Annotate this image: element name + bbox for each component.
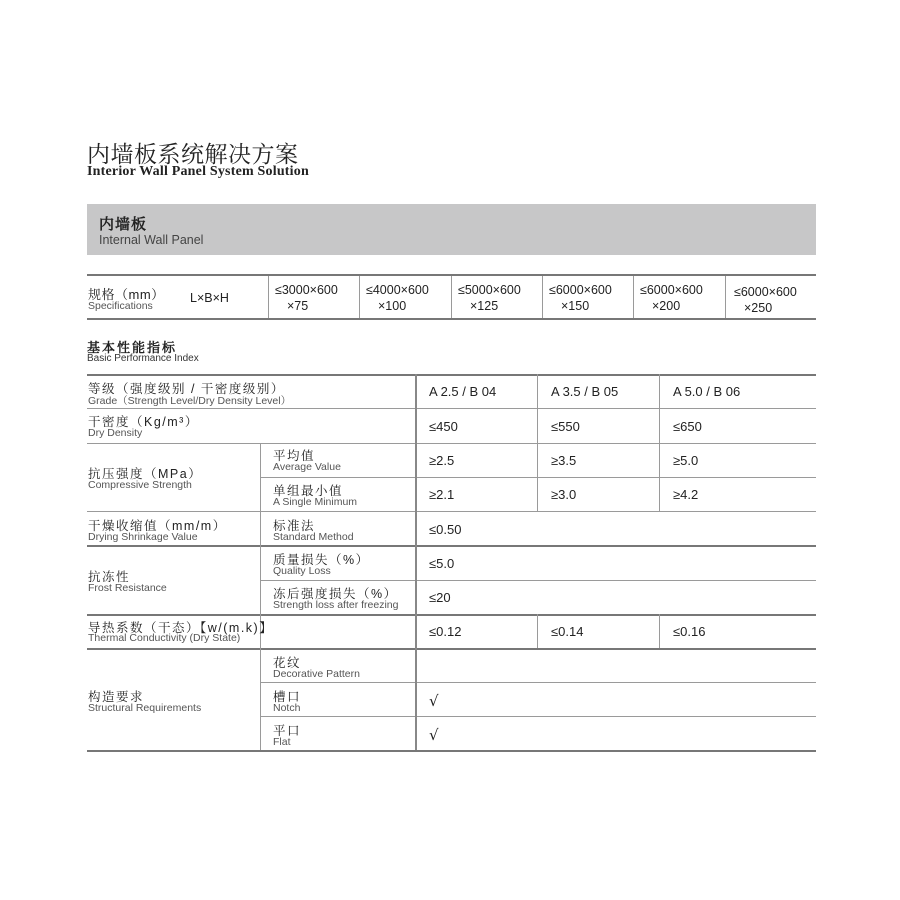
spec-size-cell (725, 276, 816, 318)
table-rule (260, 716, 816, 717)
density-value: ≤650 (673, 419, 702, 434)
minimum-value: ≥3.0 (551, 487, 577, 502)
table-rule (87, 374, 816, 376)
table-rule (659, 374, 660, 511)
specifications-label-zh: 规格（mm） (88, 287, 165, 302)
minimum-value: ≥2.1 (429, 487, 455, 502)
spec-size-line1: ≤6000×600 (734, 285, 797, 299)
specifications-label-en: Specifications (88, 300, 153, 312)
section-heading-en: Basic Performance Index (87, 353, 199, 364)
density-value: ≤550 (551, 419, 580, 434)
structural-label-zh: 构造要求 (88, 690, 145, 704)
standard-method-label-en: Standard Method (273, 531, 354, 543)
spec-size-line2: ×250 (744, 301, 773, 315)
notch-check-value: √ (429, 692, 439, 710)
performance-table (87, 374, 816, 752)
spec-size-line2: ×200 (652, 299, 681, 313)
table-rule (87, 545, 816, 547)
spec-size-line1: ≤4000×600 (366, 283, 429, 297)
average-value: ≥3.5 (551, 453, 577, 468)
table-rule (87, 648, 816, 650)
banner-title-en: Internal Wall Panel (99, 233, 204, 247)
frost-label-en: Frost Resistance (88, 582, 167, 594)
page-title-zh: 内墙板系统解决方案 (87, 141, 299, 167)
spec-size-line2: ×150 (561, 299, 590, 313)
quality-loss-value: ≤5.0 (429, 556, 455, 571)
thermal-label-en: Thermal Conductivity (Dry State) (88, 632, 241, 644)
average-label-en: Average Value (273, 461, 341, 473)
thermal-value: ≤0.14 (551, 624, 584, 639)
spec-size-line1: ≤6000×600 (640, 283, 703, 297)
flat-check-value: √ (429, 726, 439, 744)
grade-label-en: Grade（Strength Level/Dry Density Level） (88, 395, 292, 407)
table-rule (537, 614, 538, 648)
grade-value: A 2.5 / B 04 (429, 384, 497, 399)
flat-label-zh: 平口 (273, 724, 302, 738)
table-rule (87, 443, 816, 444)
spec-size-line2: ×125 (470, 299, 499, 313)
specifications-header (87, 276, 268, 318)
density-label-zh: 干密度（Kg/m³） (88, 415, 199, 429)
spec-size-cell (268, 276, 359, 318)
minimum-label-en: A Single Minimum (273, 496, 358, 508)
thermal-value: ≤0.12 (429, 624, 462, 639)
minimum-value: ≥4.2 (673, 487, 699, 502)
minimum-label-zh: 单组最小值 (273, 484, 344, 498)
table-rule (87, 750, 816, 752)
pattern-label-zh: 花纹 (273, 656, 302, 670)
pattern-label-en: Decorative Pattern (273, 668, 360, 680)
section-banner (87, 204, 816, 255)
notch-label-zh: 槽口 (273, 690, 302, 704)
page-title-en: Interior Wall Panel System Solution (87, 164, 309, 179)
table-rule (260, 682, 816, 683)
notch-label-en: Notch (273, 702, 301, 714)
spec-size-line1: ≤5000×600 (458, 283, 521, 297)
dimension-label: L×B×H (190, 291, 229, 305)
table-rule (87, 408, 816, 409)
strength-loss-value: ≤20 (429, 590, 451, 605)
spec-size-cell (451, 276, 542, 318)
grade-value: A 5.0 / B 06 (673, 384, 741, 399)
quality-loss-label-en: Quality Loss (273, 565, 331, 577)
grade-label-zh: 等级（强度级别 / 干密度级别） (88, 382, 285, 396)
table-rule (87, 511, 816, 512)
table-rule (260, 477, 816, 478)
flat-label-en: Flat (273, 736, 291, 748)
spec-size-line2: ×100 (378, 299, 407, 313)
average-label-zh: 平均值 (273, 449, 316, 463)
table-rule (415, 374, 417, 750)
strength-loss-label-zh: 冻后强度损失（%） (273, 587, 398, 601)
banner-title-zh: 内墙板 (99, 216, 148, 233)
compressive-label-en: Compressive Strength (88, 479, 192, 491)
density-value: ≤450 (429, 419, 458, 434)
thermal-value: ≤0.16 (673, 624, 706, 639)
spec-size-cell (633, 276, 725, 318)
spec-size-cell (542, 276, 633, 318)
table-rule (87, 614, 816, 616)
section-heading-zh: 基本性能指标 (87, 340, 178, 355)
table-rule (659, 614, 660, 648)
spec-size-line1: ≤3000×600 (275, 283, 338, 297)
specifications-table (87, 274, 816, 320)
shrinkage-label-en: Drying Shrinkage Value (88, 531, 198, 543)
thermal-label-zh: 导热系数（干态）【w/(m.k)】 (88, 621, 274, 635)
table-rule (537, 374, 538, 511)
spec-size-line2: ×75 (287, 299, 309, 313)
structural-label-en: Structural Requirements (88, 702, 202, 714)
grade-value: A 3.5 / B 05 (551, 384, 619, 399)
frost-label-zh: 抗冻性 (88, 570, 131, 584)
standard-method-label-zh: 标准法 (273, 519, 316, 533)
average-value: ≥5.0 (673, 453, 699, 468)
density-label-en: Dry Density (88, 427, 143, 439)
table-rule (260, 580, 816, 581)
average-value: ≥2.5 (429, 453, 455, 468)
table-rule (260, 648, 261, 750)
shrinkage-label-zh: 干燥收缩值（mm/m） (88, 519, 227, 533)
strength-loss-label-en: Strength loss after freezing (273, 599, 399, 611)
spec-size-line1: ≤6000×600 (549, 283, 612, 297)
spec-size-cell (359, 276, 451, 318)
compressive-label-zh: 抗压强度（MPa） (88, 467, 203, 481)
shrinkage-value: ≤0.50 (429, 522, 462, 537)
quality-loss-label-zh: 质量损失（%） (273, 553, 370, 567)
